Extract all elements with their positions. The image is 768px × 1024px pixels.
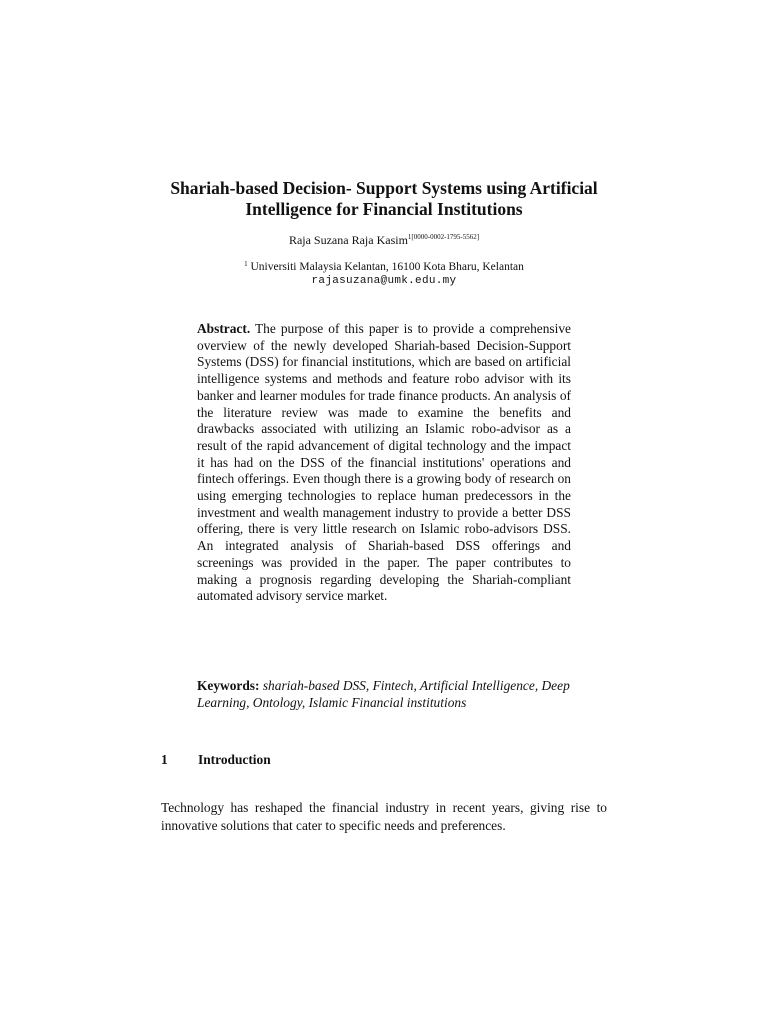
keywords-label: Keywords: <box>197 678 260 693</box>
author-email[interactable]: rajasuzana@umk.edu.my <box>311 275 457 287</box>
keywords <box>197 678 571 711</box>
section-title: Introduction <box>198 752 271 767</box>
title-line-1: Shariah-based Decision- Support Systems using Artificial <box>170 178 598 198</box>
affiliation-text: Universiti Malaysia Kelantan, 16100 Kota Bharu, Kelantan <box>250 261 524 273</box>
abstract-text: The purpose of this paper is to provide a comprehensive overview of the newly developed Shariah-based Decision-Support Systems (DSS) for financial institutions, which are based on artificial intelligence systems and methods and feature robo advisor with its banker and learner modules for trade finance products. An analysis of the literature review was made to examine the benefits and drawbacks associated with utilizing an Islamic robo-advisor as a result of the rapid advancement of digital technology and the impact it has had on the DSS of the financial institutions' operations and fintech offerings. Even though there is a growing body of research on using emerging technologies to replace human predecessors in the investment and wealth management industry to provide a better DSS offering, there is very little research on Islamic robo-advisors DSS. An integrated analysis of Shariah-based DSS offerings and screenings was provided in the paper. The paper contributes to making a prognosis regarding developing the Shariah-compliant automated advisory service market. <box>197 321 571 604</box>
affiliation-number: 1 <box>244 260 248 268</box>
author-line <box>150 230 618 247</box>
abstract-label: Abstract. <box>197 321 251 336</box>
title-line-2: Intelligence for Financial Institutions <box>245 199 523 219</box>
section-heading <box>161 752 611 768</box>
section-number: 1 <box>161 752 168 767</box>
author-name: Raja Suzana Raja Kasim <box>288 233 408 247</box>
paper-title <box>150 178 618 220</box>
intro-paragraph: Technology has reshaped the financial industry in recent years, giving rise to innovative solutions that cater to specific needs and preferences. <box>161 800 607 833</box>
keywords-text: shariah-based DSS, Fintech, Artificial Intelligence, Deep Learning, Ontology, Islamic Financial institutions <box>197 678 570 710</box>
affiliation-block <box>150 257 618 288</box>
abstract <box>197 321 571 605</box>
author-orcid: 1[0000-0002-1795-5562] <box>407 233 480 241</box>
